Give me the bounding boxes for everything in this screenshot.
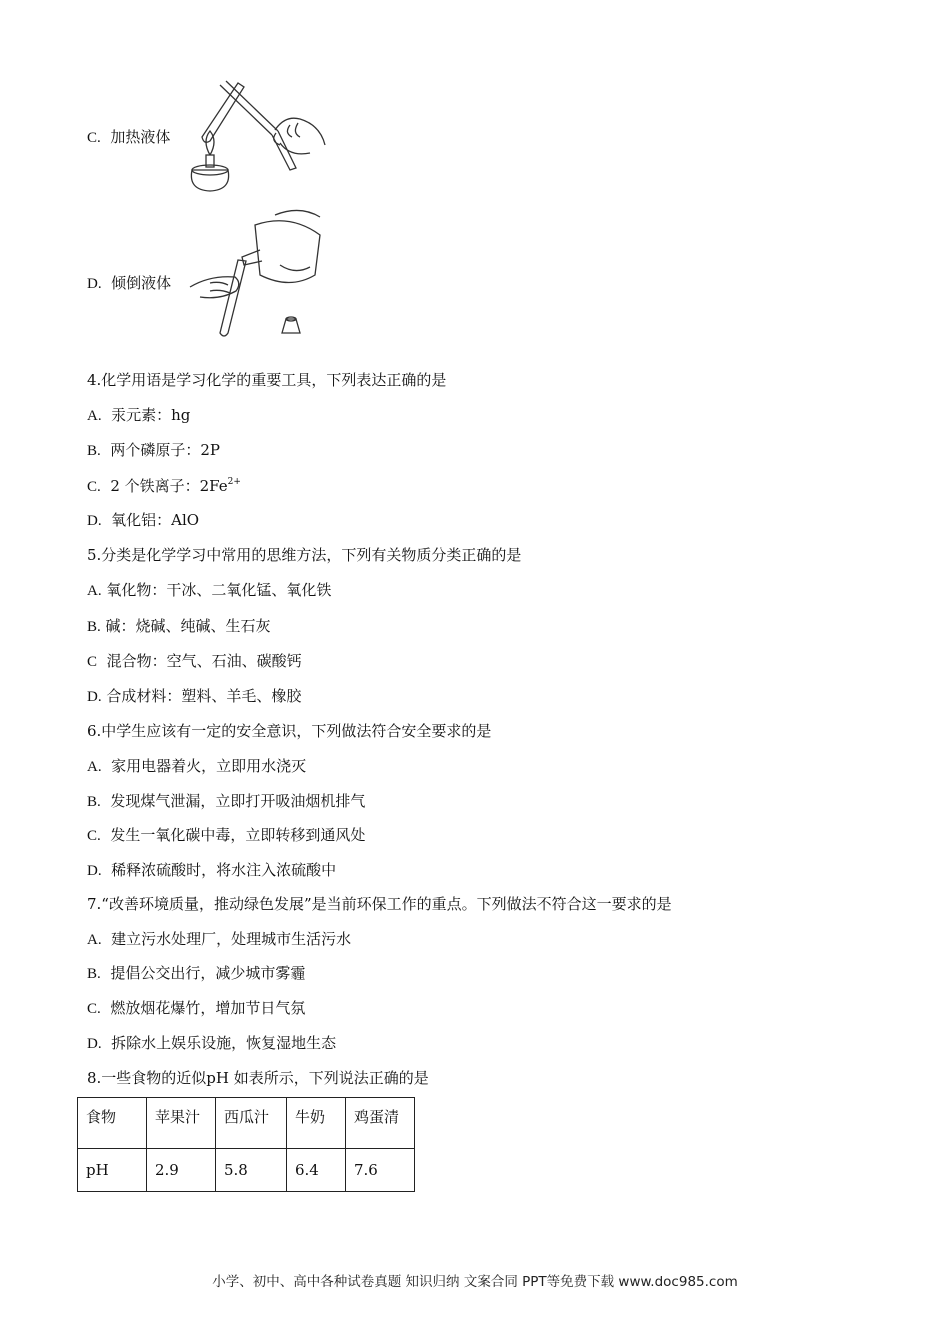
- q5-option-a: A. 氧化物：干冰、二氧化锰、氧化铁: [87, 581, 332, 599]
- table-cell: pH: [78, 1149, 147, 1192]
- pouring-liquid-figure: [180, 205, 330, 340]
- q7-option-a: A. 建立污水处理厂，处理城市生活污水: [87, 930, 352, 948]
- table-cell: 西瓜汁: [216, 1098, 287, 1149]
- q4-option-b: B. 两个磷原子：2P: [87, 441, 220, 459]
- q7-option-d: D. 拆除水上娱乐设施，恢复湿地生态: [87, 1034, 337, 1052]
- q7-option-c: C. 燃放烟花爆竹，增加节日气氛: [87, 999, 306, 1017]
- q5-option-b: B. 碱：烧碱、纯碱、生石灰: [87, 617, 271, 635]
- table-cell: 2.9: [147, 1149, 216, 1192]
- table-header-row: [78, 1098, 415, 1149]
- q3-option-d: D. 倾倒液体: [87, 274, 172, 292]
- table-cell: 6.4: [287, 1149, 346, 1192]
- q5-option-c: C 混合物：空气、石油、碳酸钙: [87, 652, 302, 670]
- q4-option-c: C. 2 个铁离子：$2Fe^{2+}$: [87, 477, 241, 495]
- q4-stem: 4.化学用语是学习化学的重要工具，下列表达正确的是: [87, 371, 447, 389]
- table-cell: 苹果汁: [147, 1098, 216, 1149]
- q6-option-a: A. 家用电器着火，立即用水浇灭: [87, 757, 307, 775]
- q6-option-b: B. 发现煤气泄漏，立即打开吸油烟机排气: [87, 792, 366, 810]
- q4-option-d: D. 氧化铝：AlO: [87, 511, 200, 529]
- table-cell: 5.8: [216, 1149, 287, 1192]
- q7-stem: 7.“改善环境质量，推动绿色发展”是当前环保工作的重点。下列做法不符合这一要求的是: [87, 895, 672, 913]
- charge-superscript: 2+: [227, 477, 241, 487]
- q5-option-d: D. 合成材料：塑料、羊毛、橡胶: [87, 687, 302, 705]
- q8-stem: 8.一些食物的近似pH 如表所示，下列说法正确的是: [87, 1069, 429, 1087]
- q5-stem: 5.分类是化学学习中常用的思维方法，下列有关物质分类正确的是: [87, 546, 522, 564]
- q4-option-a: A. 汞元素：hg: [87, 406, 191, 424]
- table-cell: 牛奶: [287, 1098, 346, 1149]
- q3-option-c: C. 加热液体: [87, 128, 171, 146]
- q6-option-d: D. 稀释浓硫酸时，将水注入浓硫酸中: [87, 861, 337, 879]
- page-footer: 小学、初中、高中各种试卷真题 知识归纳 文案合同 PPT等免费下载 www.doc985.com: [212, 1274, 738, 1290]
- heating-liquid-figure: [180, 75, 330, 195]
- ph-table: [77, 1097, 415, 1192]
- table-row: [78, 1149, 415, 1192]
- q7-option-b: B. 提倡公交出行，减少城市雾霾: [87, 964, 306, 982]
- q6-option-c: C. 发生一氧化碳中毒，立即转移到通风处: [87, 826, 366, 844]
- q6-stem: 6.中学生应该有一定的安全意识，下列做法符合安全要求的是: [87, 722, 492, 740]
- table-cell: 食物: [78, 1098, 147, 1149]
- table-cell: 鸡蛋清: [346, 1098, 415, 1149]
- table-cell: 7.6: [346, 1149, 415, 1192]
